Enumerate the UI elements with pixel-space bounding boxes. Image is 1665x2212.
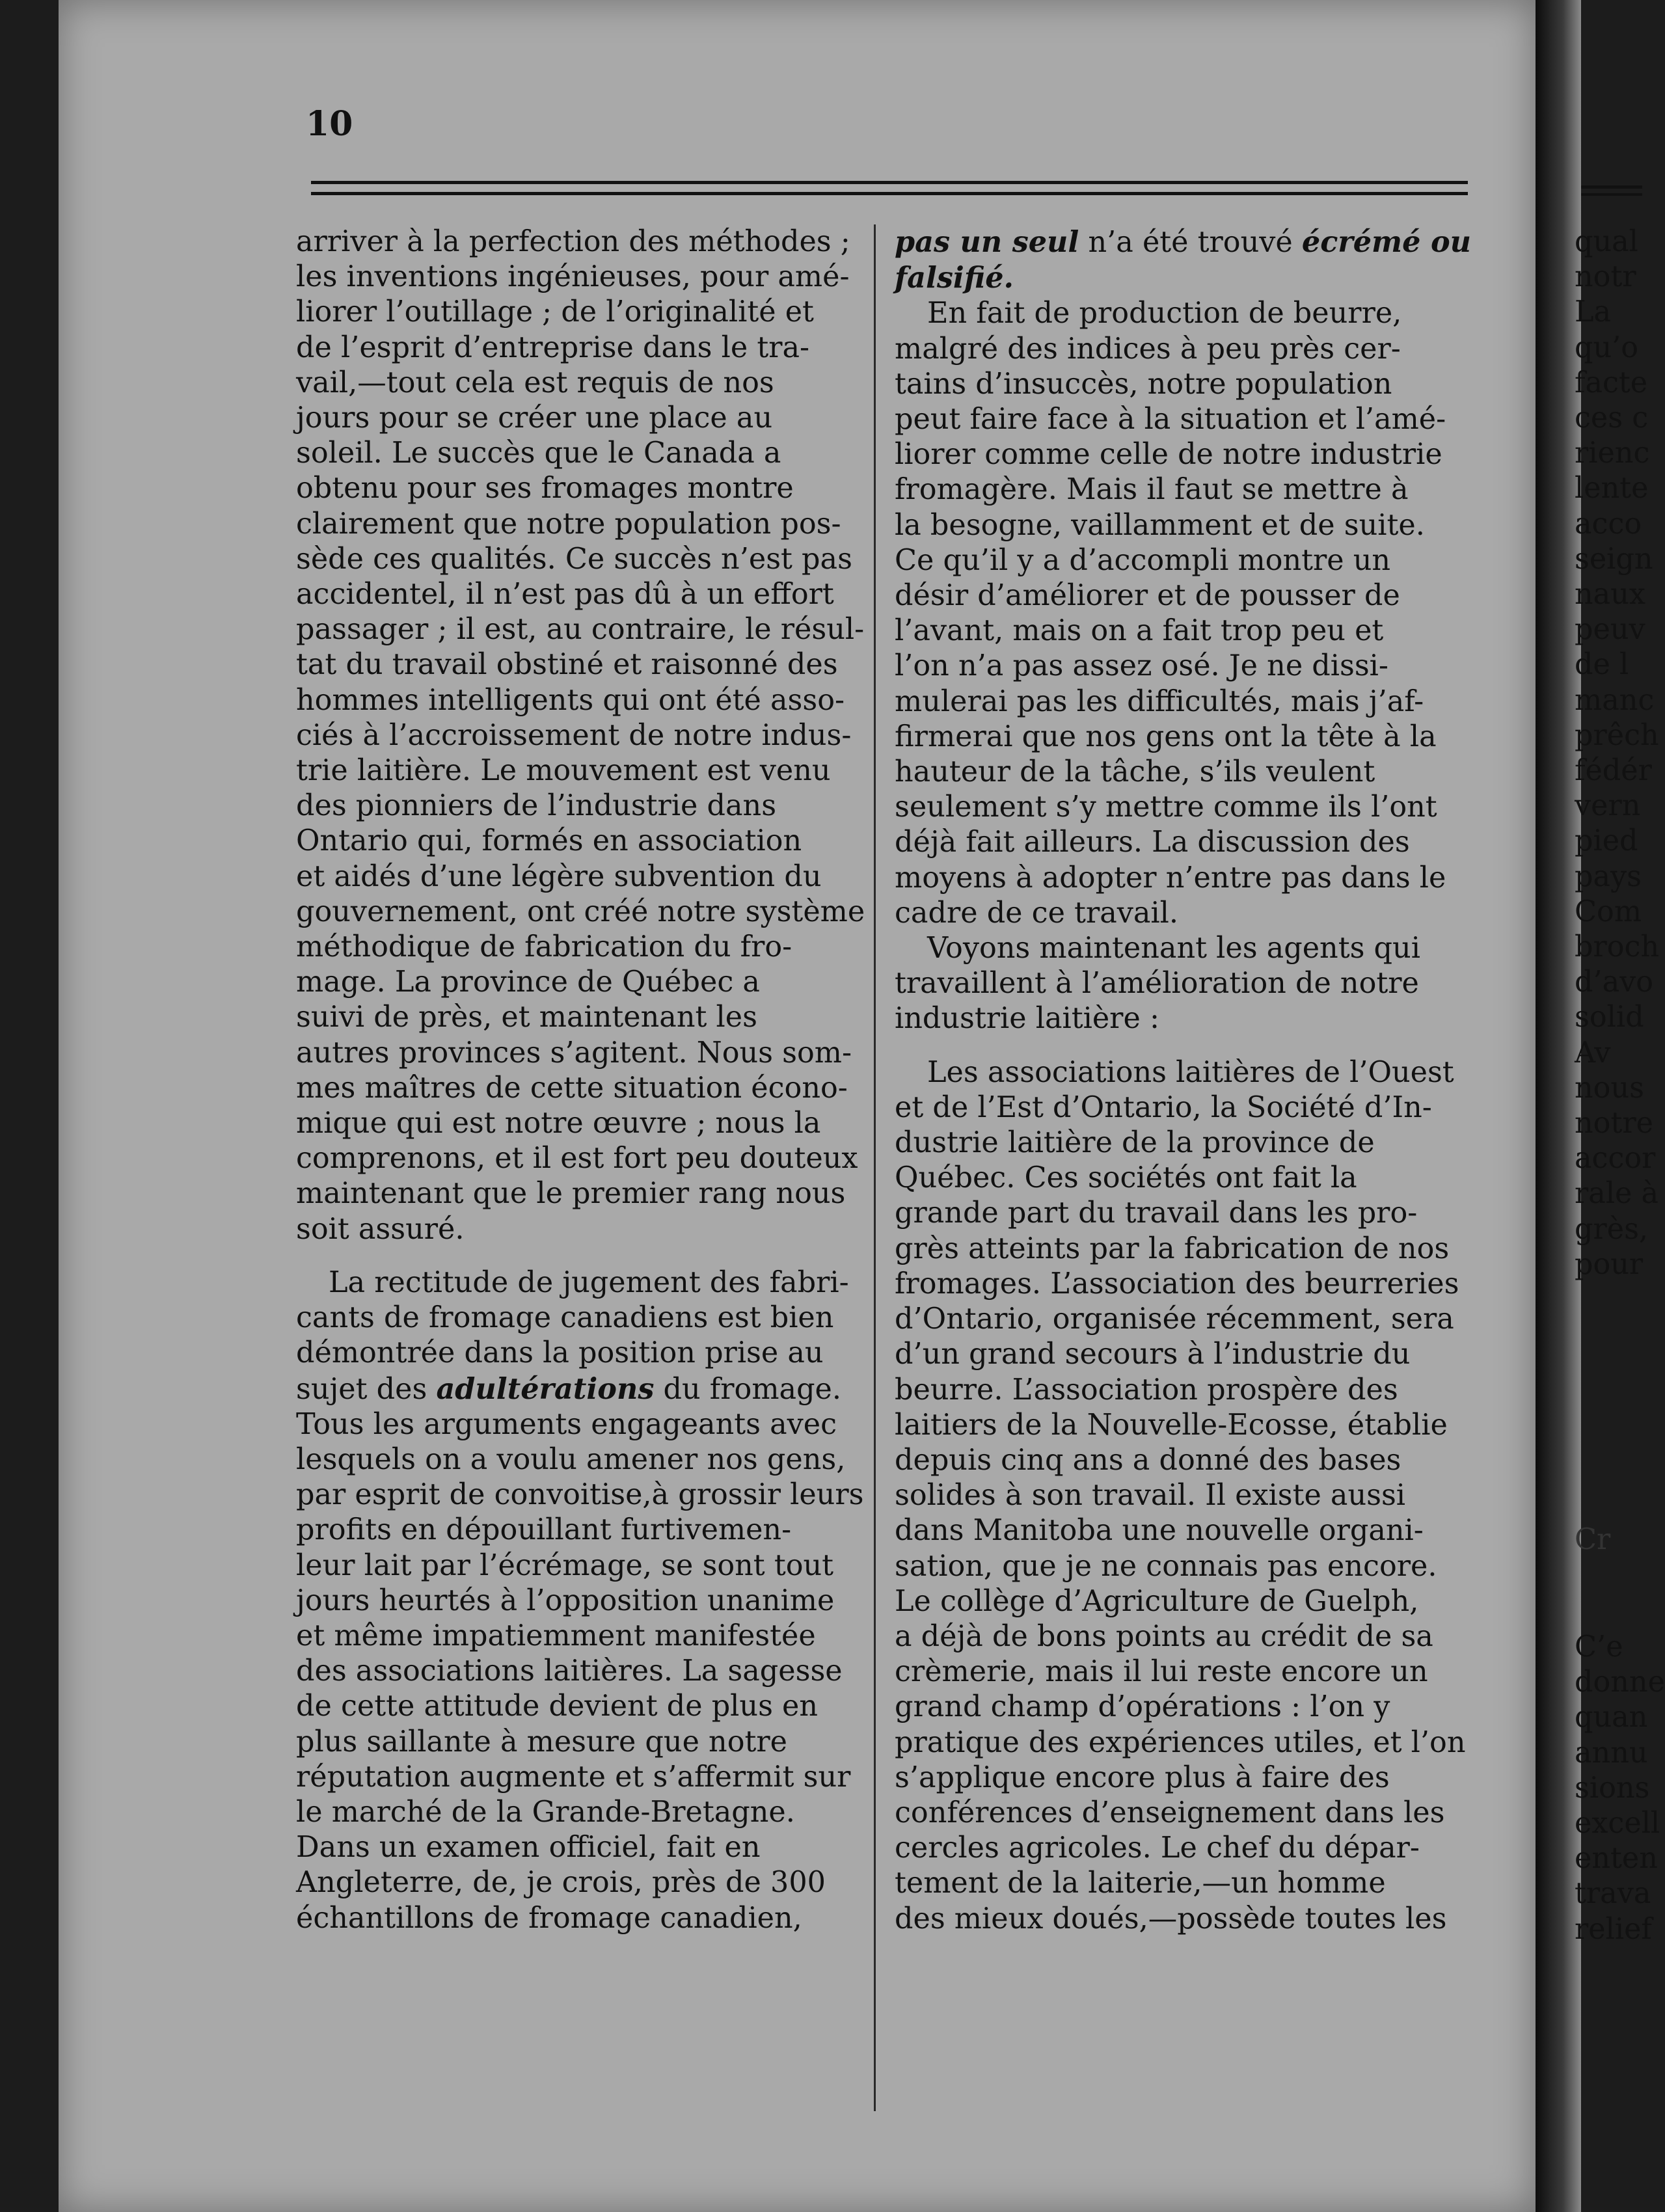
text-line: pays (1575, 859, 1642, 893)
text-line: par esprit de convoitise,à grossir leurs (296, 1478, 864, 1512)
text-line: trava (1575, 1877, 1651, 1911)
text-line: maintenant que le premier rang nous (296, 1177, 846, 1211)
text-line: l’avant, mais on a fait trop peu et (895, 614, 1384, 648)
text-line: beurre. L’association prospère des (895, 1373, 1398, 1407)
text-line: des pionniers de l’industrie dans (296, 789, 777, 823)
text-line: tains d’insuccès, notre population (895, 367, 1392, 401)
text-line: hauteur de la tâche, s’ils veulent (895, 755, 1375, 789)
text-line: nous (1575, 1071, 1644, 1105)
middle-paragraph-1 (895, 296, 1470, 931)
text-line: grand champ d’opérations : l’on y (895, 1690, 1390, 1724)
text-line: enten (1575, 1842, 1658, 1876)
text-line: industrie laitière : (895, 1002, 1159, 1036)
text-line: grès, (1575, 1212, 1649, 1246)
text-line: Av (1575, 1036, 1611, 1070)
text-line: Angleterre, de, je crois, près de 300 (296, 1866, 826, 1900)
text-line: réputation augmente et s’affermit sur (296, 1760, 851, 1794)
text-line: travaillent à l’amélioration de notre (895, 967, 1419, 1001)
text-line: l’on n’a pas assez osé. Je ne dissi- (895, 649, 1388, 683)
left-paragraph-1 (296, 224, 865, 1247)
text-line: peuv (1575, 613, 1645, 647)
text-line: dustrie laitière de la province de (895, 1126, 1375, 1160)
text-line: broch (1575, 930, 1660, 964)
text-line: profits en dépouillant furtivemen- (296, 1513, 792, 1547)
text-line: accor (1575, 1142, 1656, 1176)
text-line: méthodique de fabrication du fro- (296, 930, 792, 964)
text-line: la besogne, vaillamment et de suite. (895, 508, 1425, 542)
text-line: solides à son travail. Il existe aussi (895, 1479, 1406, 1513)
middle-column (895, 224, 1470, 1937)
text-line: mes maîtres de cette situation écono- (296, 1071, 848, 1105)
text-line: de cette attitude devient de plus en (296, 1690, 819, 1723)
text-line: de l (1575, 648, 1629, 682)
text-line: En fait de production de beurre, (927, 297, 1402, 330)
text-line: rale à (1575, 1177, 1659, 1211)
text-line: grande part du travail dans les pro- (895, 1196, 1418, 1230)
text-line: moyens à adopter n’entre pas dans le (895, 861, 1446, 895)
column-divider (874, 224, 876, 2111)
text-line: fédér (1575, 754, 1652, 788)
text-line: d’un grand secours à l’industrie du (895, 1338, 1411, 1371)
text-line: leur lait par l’écrémage, se sont tout (296, 1548, 834, 1582)
text-line: et aidés d’une légère subvention du (296, 859, 822, 893)
middle-first-line (895, 224, 1470, 260)
next-page-fragments-top (1575, 224, 1660, 1282)
text-line: facte (1575, 366, 1648, 399)
text-line: Dans un examen officiel, fait en (296, 1831, 761, 1865)
text-line: Le collège d’Agriculture de Guelph, (895, 1584, 1419, 1618)
page-number: 10 (306, 104, 353, 144)
text-line: qu’o (1575, 330, 1639, 364)
text-line: hommes intelligents qui ont été asso- (296, 683, 845, 717)
plain-text: n’a été trouvé (1079, 226, 1302, 259)
text-line: sujet des adultérations du fromage. (296, 1371, 842, 1406)
text-line: Tous les arguments engageants avec (296, 1407, 837, 1441)
text-line: des mieux doués,—possède toutes les (895, 1902, 1447, 1936)
left-column (296, 224, 865, 1936)
text-line: passager ; il est, au contraire, le résul- (296, 613, 865, 647)
text-line: de l’esprit d’entreprise dans le tra- (296, 330, 810, 364)
text-line: d’avo (1575, 965, 1654, 999)
text-line: La (1575, 295, 1612, 329)
text-line: arriver à la perfection des méthodes ; (296, 225, 850, 258)
text-line: démontrée dans la position prise au (296, 1336, 824, 1370)
text-line: seign (1575, 542, 1653, 576)
text-line: La rectitude de jugement des fabri- (329, 1265, 849, 1299)
text-line: gouvernement, ont créé notre système (296, 895, 865, 928)
text-line: lente (1575, 472, 1649, 506)
text-line: peut faire face à la situation et l’amé- (895, 403, 1446, 437)
text-line: ciés à l’accroissement de notre indus- (296, 718, 852, 752)
italic-phrase: pas un seul (895, 225, 1079, 259)
text-line: naux (1575, 578, 1645, 612)
text-line: suivi de près, et maintenant les (296, 1001, 757, 1034)
text-line: Ce qu’il y a d’accompli montre un (895, 543, 1391, 577)
text-line: sions (1575, 1771, 1650, 1805)
text-line: cants de fromage canadiens est bien (296, 1301, 834, 1335)
text-line: accidentel, il n’est pas dû à un effort (296, 578, 834, 612)
text-line: désir d’améliorer et de pousser de (895, 579, 1400, 613)
text-line: pour (1575, 1247, 1644, 1281)
text-line: Voyons maintenant les agents qui (927, 932, 1420, 965)
text-line: a déjà de bons points au crédit de sa (895, 1619, 1433, 1653)
text-line: manc (1575, 683, 1655, 717)
text-line: trie laitière. Le mouvement est venu (296, 754, 831, 788)
header-rule (311, 181, 1468, 195)
text-line: et même impatiemment manifestée (296, 1619, 816, 1652)
text-line: prêch (1575, 718, 1659, 752)
text-line: notr (1575, 260, 1636, 294)
left-paragraph-2 (296, 1265, 862, 1936)
text-line: crèmerie, mais il lui reste encore un (895, 1655, 1428, 1689)
text-line: firmerai que nos gens ont la tête à la (895, 720, 1437, 753)
text-line: grès atteints par la fabrication de nos (895, 1232, 1450, 1265)
text-line: liorer l’outillage ; de l’originalité et (296, 295, 814, 329)
next-page-fragments-bottom (1575, 1630, 1665, 1947)
text-line: Québec. Ces sociétés ont fait la (895, 1161, 1357, 1195)
text-line: et de l’Est d’Ontario, la Société d’In- (895, 1090, 1432, 1124)
text-line: ces c (1575, 401, 1649, 435)
italic-phrase: falsifié. (895, 261, 1014, 295)
italic-phrase: adultérations (436, 1371, 655, 1406)
text-line: mique qui est notre œuvre ; nous la (296, 1107, 821, 1140)
text-line: qual (1575, 225, 1638, 258)
text-line: annu (1575, 1736, 1648, 1770)
middle-paragraph-2 (895, 931, 1470, 1037)
text-line: fromagère. Mais il faut se mettre à (895, 473, 1409, 507)
text-line: Les associations laitières de l’Ouest (927, 1055, 1454, 1089)
text-line: sède ces qualités. Ce succès n’est pas (296, 542, 852, 576)
text-line: échantillons de fromage canadien, (296, 1901, 802, 1935)
text-line: relief (1575, 1912, 1652, 1946)
text-line: C’e (1575, 1630, 1623, 1664)
header-rule-next-page (1581, 185, 1642, 196)
text-line: jours heurtés à l’opposition unanime (296, 1584, 835, 1617)
text-line: déjà fait ailleurs. La discussion des (895, 826, 1410, 859)
text-line: tement de la laiterie,—un homme (895, 1867, 1386, 1900)
text-line: mage. La province de Québec a (296, 965, 760, 999)
text-line: pied (1575, 824, 1638, 858)
text-line: fromages. L’association des beurreries (895, 1267, 1459, 1301)
text-line: solid (1575, 1001, 1644, 1034)
text-line: le marché de la Grande-Bretagne. (296, 1795, 795, 1829)
text-line: cadre de ce travail. (895, 896, 1179, 930)
text-line: seulement s’y mettre comme ils l’ont (895, 790, 1437, 824)
text-line: liorer comme celle de notre industrie (895, 438, 1442, 472)
text-line: laitiers de la Nouvelle-Ecosse, établie (895, 1408, 1448, 1442)
text-line: rienc (1575, 437, 1650, 470)
text-line: les inventions ingénieuses, pour amé- (296, 260, 850, 294)
middle-paragraph-3 (895, 1055, 1470, 1937)
text-line: cercles agricoles. Le chef du dépar- (895, 1831, 1420, 1865)
text-line: obtenu pour ses fromages montre (296, 472, 794, 506)
text-line: soleil. Le succès que le Canada a (296, 437, 781, 470)
text-line: sation, que je ne connais pas encore. (895, 1549, 1437, 1583)
text-line: pratique des expériences utiles, et l’on (895, 1725, 1466, 1759)
text-line: mulerai pas les difficultés, mais j’af- (895, 684, 1424, 718)
text-line: notre (1575, 1107, 1653, 1140)
text-line: des associations laitières. La sagesse (296, 1654, 843, 1688)
text-line: soit assuré. (296, 1212, 465, 1246)
text-line: donne (1575, 1666, 1665, 1699)
text-line: s’applique encore plus à faire des (895, 1760, 1390, 1794)
italic-phrase: écrémé ou (1301, 225, 1471, 259)
text-line: Ontario qui, formés en association (296, 824, 802, 858)
text-line: conférences d’enseignement dans les (895, 1796, 1445, 1829)
text-line: tat du travail obstiné et raisonné des (296, 648, 838, 682)
text-line: acco (1575, 507, 1642, 541)
next-page-heading-fragment: Cr (1575, 1523, 1611, 1556)
text-line: plus saillante à mesure que notre (296, 1725, 788, 1759)
text-line: depuis cinq ans a donné des bases (895, 1443, 1401, 1477)
text-line: clairement que notre population pos- (296, 507, 841, 541)
middle-second-line (895, 260, 1470, 296)
text-line: malgré des indices à peu près cer- (895, 332, 1401, 366)
text-line: autres provinces s’agitent. Nous som- (296, 1036, 852, 1070)
text-line: comprenons, et il est fort peu douteux (296, 1142, 858, 1176)
text-line: dans Manitoba une nouvelle organi- (895, 1514, 1424, 1548)
text-line: lesquels on a voulu amener nos gens, (296, 1442, 846, 1476)
text-line: quan (1575, 1701, 1648, 1734)
text-line: Com (1575, 895, 1642, 928)
text-line: excell (1575, 1807, 1660, 1841)
text-line: vern (1575, 789, 1641, 823)
text-line: jours pour se créer une place au (296, 401, 773, 435)
text-line: vail,—tout cela est requis de nos (296, 366, 774, 399)
text-line: d’Ontario, organisée récemment, sera (895, 1302, 1454, 1336)
